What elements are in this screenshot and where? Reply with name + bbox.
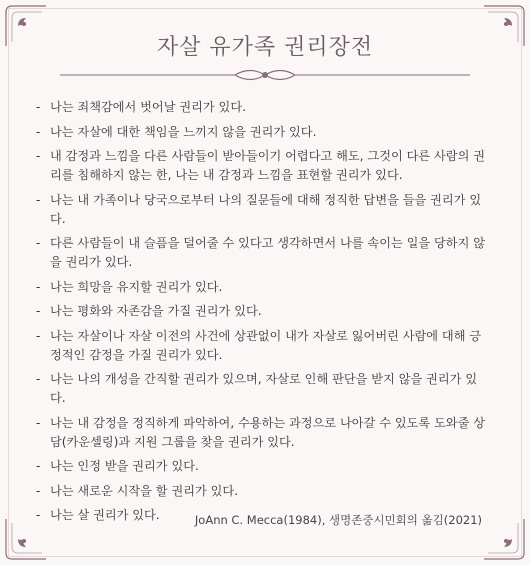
list-item: - 다른 사람들이 내 슬픔을 덜어줄 수 있다고 생각하면서 나를 속이는 일을 당하지 않을 권리가 있다. xyxy=(36,236,486,269)
bullet-dash: - xyxy=(36,236,41,250)
bullet-dash: - xyxy=(36,483,41,498)
bullet-dash: - xyxy=(36,100,41,114)
bullet-dash: - xyxy=(36,372,41,386)
list-item: - 나는 나의 개성을 간직할 권리가 있으며, 자살로 인해 판단을 받지 않을 권리가 있다. xyxy=(36,372,478,405)
list-item: - 나는 평화와 자존감을 가질 권리가 있다. xyxy=(36,302,491,321)
title-divider-ornament xyxy=(60,64,470,86)
list-item: - 나는 인정 받을 권리가 있다. xyxy=(36,457,491,476)
rights-list xyxy=(36,98,491,531)
list-item: - 나는 내 감정을 정직하게 파악하여, 수용하는 과정으로 나아갈 수 있도록 도와줄 상담(카운셀링)과 지원 그룹을 찾을 권리가 있다. xyxy=(36,415,486,449)
list-item: - 내 감정과 느낌을 다른 사람들이 받아들이기 어렵다고 해도, 그것이 다른 사람의 권리를 침해하지 않는 한, 나는 내 감정과 느낌을 표현할 권리가 있다. xyxy=(36,149,486,182)
page-title: 자살 유가족 권리장전 xyxy=(156,35,374,60)
bullet-dash: - xyxy=(36,304,41,318)
list-item: - 나는 희망을 유지할 권리가 있다. xyxy=(36,278,491,297)
bullet-dash: - xyxy=(36,508,41,522)
list-item: - 나는 자살에 대한 책임을 느끼지 않을 권리가 있다. xyxy=(36,123,491,142)
list-item: - 나는 자살이나 자살 이전의 사건에 상관없이 내가 자살로 잃어버린 사람에 대해 긍정적인 감정을 가질 권리가 있다. xyxy=(36,328,482,362)
list-item: - 나는 죄책감에서 벗어날 권리가 있다. xyxy=(36,98,491,117)
bullet-dash: - xyxy=(36,415,41,430)
list-item: - 나는 내 가족이나 당국으로부터 나의 질문들에 대해 정직한 답변을 들을 권리가 있다. xyxy=(36,192,482,226)
list-item: - 나는 새로운 시작을 할 권리가 있다. xyxy=(36,482,491,501)
bullet-dash: - xyxy=(36,459,41,473)
bullet-dash: - xyxy=(36,328,41,343)
bullet-dash: - xyxy=(36,149,41,163)
source-citation: JoAnn C. Mecca(1984), 생명존중시민회의 옮김(2021) xyxy=(194,513,482,527)
bullet-dash: - xyxy=(36,124,41,139)
bullet-dash: - xyxy=(36,192,41,207)
bullet-dash: - xyxy=(36,279,41,294)
list-item: - 나는 살 권리가 있다. xyxy=(36,506,491,525)
